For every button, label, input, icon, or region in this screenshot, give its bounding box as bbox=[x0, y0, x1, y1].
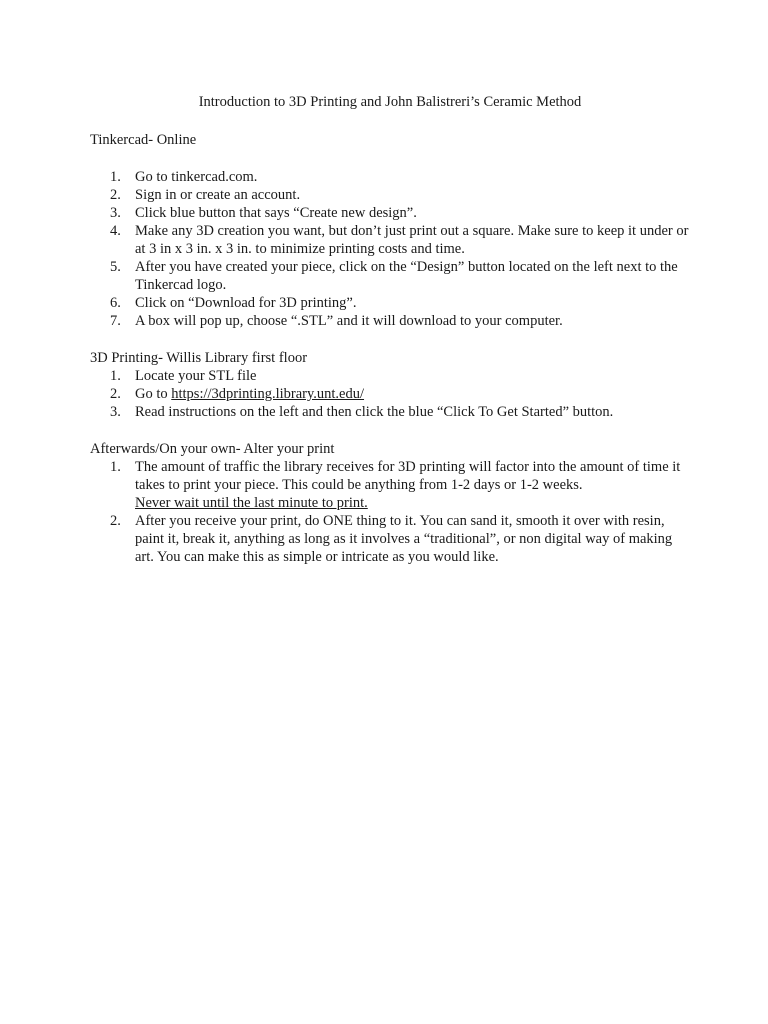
list-number: 3. bbox=[110, 404, 121, 420]
list-number: 1. bbox=[110, 169, 121, 185]
list-item-text: Make any 3D creation you want, but don’t just print out a square. Make sure to keep it under or at 3 in x 3 in. x 3 in. to minimize printing costs and time. bbox=[135, 223, 689, 257]
3dprinting-site-link[interactable]: https://3dprinting.library.unt.edu/ bbox=[171, 386, 365, 402]
list-item bbox=[90, 186, 690, 204]
printing-steps-list bbox=[90, 367, 690, 421]
list-item bbox=[90, 312, 690, 330]
list-number: 3. bbox=[110, 205, 121, 221]
tinkercad-steps-list bbox=[90, 168, 690, 330]
list-item bbox=[90, 294, 690, 312]
list-item-text: Read instructions on the left and then click the blue “Click To Get Started” button. bbox=[135, 404, 614, 420]
list-item bbox=[90, 458, 690, 512]
list-number: 6. bbox=[110, 295, 121, 311]
list-item bbox=[90, 385, 690, 403]
list-item-text: Go to tinkercad.com. bbox=[135, 169, 258, 185]
list-item bbox=[90, 512, 690, 566]
list-item bbox=[90, 258, 690, 294]
document-page bbox=[90, 93, 690, 566]
list-item bbox=[90, 168, 690, 186]
list-item-text: Sign in or create an account. bbox=[135, 187, 301, 203]
list-item-text: The amount of traffic the library receives for 3D printing will factor into the amount of time it takes to print your piece. This could be anything from 1-2 days or 1-2 weeks. bbox=[135, 459, 681, 493]
list-item-text: Locate your STL file bbox=[135, 368, 257, 384]
list-number: 5. bbox=[110, 259, 121, 275]
list-number: 7. bbox=[110, 313, 121, 329]
list-item-text: Go to bbox=[135, 386, 172, 402]
section-heading-3d-printing: 3D Printing- Willis Library first floor bbox=[90, 350, 308, 366]
afterwards-list bbox=[90, 458, 690, 566]
list-item-text: A box will pop up, choose “.STL” and it will download to your computer. bbox=[135, 313, 563, 329]
section-heading-tinkercad: Tinkercad- Online bbox=[90, 132, 197, 148]
list-item-text: After you have created your piece, click on the “Design” button located on the left next to the Tinkercad logo. bbox=[135, 259, 678, 293]
list-item bbox=[90, 204, 690, 222]
list-number: 2. bbox=[110, 386, 121, 402]
list-number: 1. bbox=[110, 459, 121, 475]
list-item bbox=[90, 222, 690, 258]
list-number: 1. bbox=[110, 368, 121, 384]
list-number: 2. bbox=[110, 187, 121, 203]
list-item-text: After you receive your print, do ONE thing to it. You can sand it, smooth it over with resin, paint it, break it, anything as long as it involves a “traditional”, or non digital way of making art. You can make this as simple or intricate as you would like. bbox=[135, 513, 673, 565]
list-item-text: Click blue button that says “Create new design”. bbox=[135, 205, 417, 221]
list-number: 2. bbox=[110, 513, 121, 529]
list-item-text: Click on “Download for 3D printing”. bbox=[135, 295, 357, 311]
document-title: Introduction to 3D Printing and John Balistreri’s Ceramic Method bbox=[198, 94, 582, 110]
underlined-warning: Never wait until the last minute to print. bbox=[135, 495, 368, 511]
section-heading-afterwards: Afterwards/On your own- Alter your print bbox=[90, 441, 335, 457]
list-item bbox=[90, 403, 690, 421]
list-number: 4. bbox=[110, 223, 121, 239]
list-item bbox=[90, 367, 690, 385]
